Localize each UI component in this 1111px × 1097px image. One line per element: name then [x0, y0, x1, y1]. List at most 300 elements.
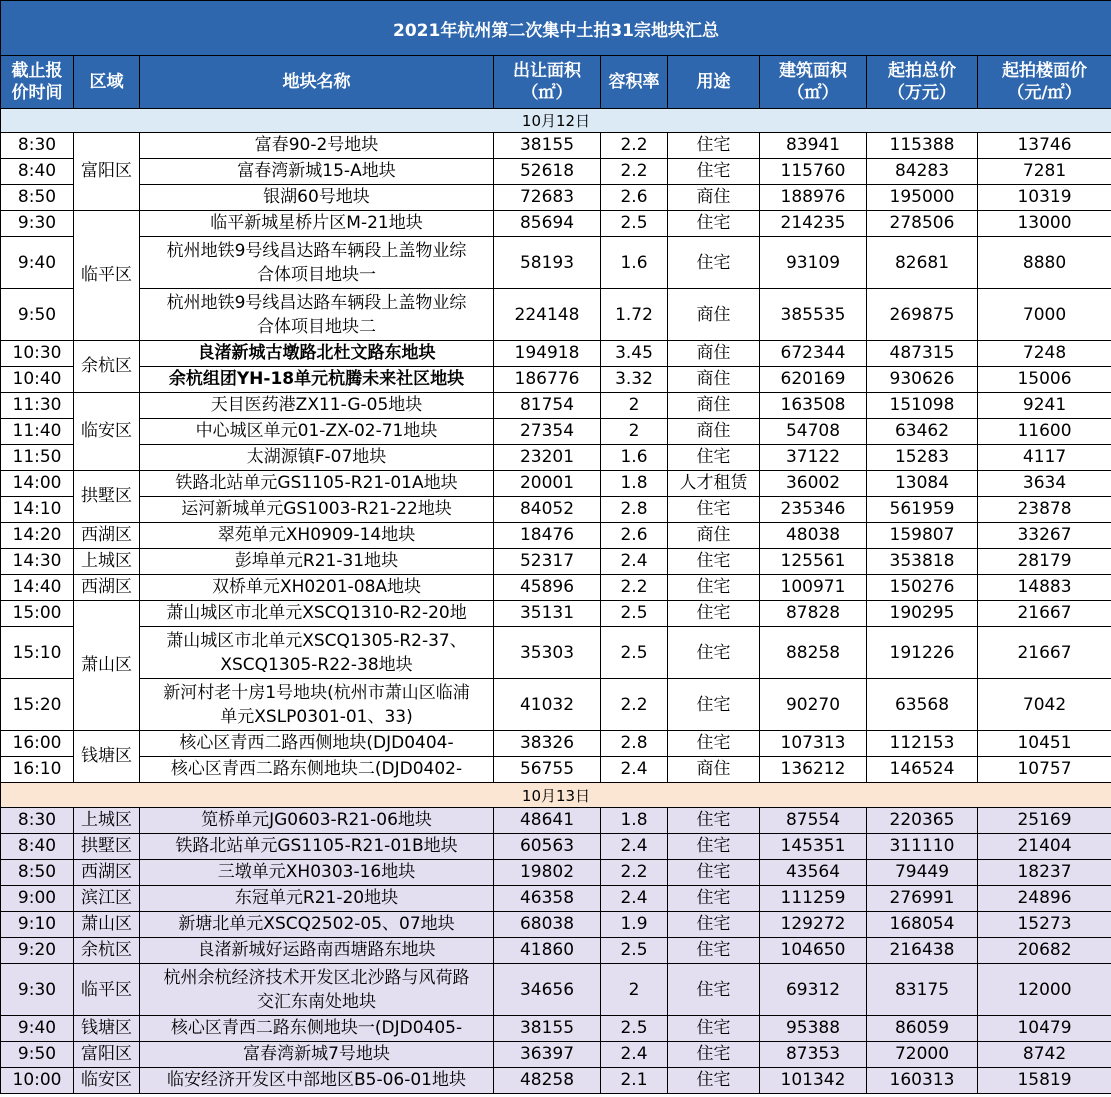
- time-cell: 14:30: [1, 549, 74, 575]
- floor-cell: 23878: [978, 497, 1111, 523]
- area-cell: 41860: [494, 938, 601, 964]
- plot-name-cell: [140, 211, 494, 237]
- district-cell: 萧山区: [74, 912, 140, 938]
- build-cell: 385535: [760, 289, 867, 341]
- floor-cell: 8880: [978, 237, 1111, 289]
- table-row: [1, 627, 1111, 679]
- build-cell: 87828: [760, 601, 867, 627]
- build-cell: 101342: [760, 1068, 867, 1094]
- far-cell: 2.4: [601, 1042, 668, 1068]
- total-cell: 82681: [867, 237, 978, 289]
- section-label-day1: 10月12日: [1, 109, 1111, 133]
- plot-name-cell: [140, 159, 494, 185]
- total-cell: 150276: [867, 575, 978, 601]
- table-row: [1, 575, 1111, 601]
- floor-cell: 21404: [978, 834, 1111, 860]
- far-cell: 2.2: [601, 860, 668, 886]
- plot-name-line: 杭州余杭经济技术开发区北沙路与风荷路: [163, 967, 470, 988]
- district-cell: 临安区: [74, 393, 140, 471]
- use-cell: 商住: [668, 341, 760, 367]
- area-cell: 81754: [494, 393, 601, 419]
- total-cell: 191226: [867, 627, 978, 679]
- plot-name-cell: [140, 445, 494, 471]
- use-cell: 住宅: [668, 159, 760, 185]
- table-row: [1, 964, 1111, 1016]
- plot-name-cell: [140, 912, 494, 938]
- far-cell: 2.6: [601, 185, 668, 211]
- floor-cell: 20682: [978, 938, 1111, 964]
- plot-name-line: 双桥单元XH0201-08A地块: [211, 577, 422, 597]
- plot-name-line: 东冠单元R21-20地块: [234, 888, 399, 908]
- build-cell: 87554: [760, 808, 867, 834]
- far-cell: 2.2: [601, 133, 668, 159]
- build-cell: 43564: [760, 860, 867, 886]
- table-row: [1, 419, 1111, 445]
- area-cell: 27354: [494, 419, 601, 445]
- time-cell: 14:40: [1, 575, 74, 601]
- plot-name-line: 良渚新城好运路南西塘路东地块: [197, 940, 436, 960]
- plot-name-line: 核心区青西二路东侧地块一(DJD0405-: [170, 1018, 463, 1038]
- table-row: [1, 938, 1111, 964]
- use-cell: 住宅: [668, 133, 760, 159]
- district-cell: 萧山区: [74, 601, 140, 731]
- district-cell: 拱墅区: [74, 834, 140, 860]
- section-label-day2: 10月13日: [1, 783, 1111, 808]
- total-cell: 276991: [867, 886, 978, 912]
- use-cell: 住宅: [668, 237, 760, 289]
- plot-name-cell: [140, 860, 494, 886]
- build-cell: 620169: [760, 367, 867, 393]
- header-build: 建筑面积 （㎡）: [760, 56, 867, 109]
- floor-cell: 21667: [978, 601, 1111, 627]
- table-row: [1, 834, 1111, 860]
- plot-name-line: 铁路北站单元GS1105-R21-01B地块: [175, 836, 458, 856]
- use-cell: 住宅: [668, 601, 760, 627]
- plot-name-cell: [140, 549, 494, 575]
- use-cell: 商住: [668, 523, 760, 549]
- plot-name-cell: [140, 757, 494, 783]
- build-cell: 129272: [760, 912, 867, 938]
- table-row: [1, 808, 1111, 834]
- use-cell: 住宅: [668, 886, 760, 912]
- table-row: [1, 211, 1111, 237]
- plot-name-cell: [140, 341, 494, 367]
- build-cell: 111259: [760, 886, 867, 912]
- plot-name-cell: [140, 679, 494, 731]
- far-cell: 2.2: [601, 575, 668, 601]
- far-cell: 2.8: [601, 731, 668, 757]
- time-cell: 15:00: [1, 601, 74, 627]
- floor-cell: 8742: [978, 1042, 1111, 1068]
- plot-name-cell: [140, 575, 494, 601]
- district-cell: 临平区: [74, 211, 140, 341]
- district-cell: 拱墅区: [74, 471, 140, 523]
- use-cell: 住宅: [668, 627, 760, 679]
- area-cell: 23201: [494, 445, 601, 471]
- table-row: [1, 1068, 1111, 1094]
- header-time: 截止报 价时间: [1, 56, 74, 109]
- title-row: [1, 1, 1111, 56]
- time-cell: 9:30: [1, 211, 74, 237]
- area-cell: 38326: [494, 731, 601, 757]
- floor-cell: 24896: [978, 886, 1111, 912]
- time-cell: 10:00: [1, 1068, 74, 1094]
- floor-cell: 33267: [978, 523, 1111, 549]
- plot-name-cell: [140, 367, 494, 393]
- plot-name-cell: [140, 419, 494, 445]
- use-cell: 商住: [668, 367, 760, 393]
- far-cell: 2.4: [601, 834, 668, 860]
- plot-name-line: 笕桥单元JG0603-R21-06地块: [201, 810, 432, 830]
- build-cell: 54708: [760, 419, 867, 445]
- total-cell: 930626: [867, 367, 978, 393]
- plot-name-cell: [140, 237, 494, 289]
- header-district: 区域: [74, 56, 140, 109]
- total-cell: 190295: [867, 601, 978, 627]
- total-cell: 487315: [867, 341, 978, 367]
- time-cell: 14:20: [1, 523, 74, 549]
- far-cell: 2: [601, 964, 668, 1016]
- total-cell: 353818: [867, 549, 978, 575]
- plot-name-cell: [140, 1068, 494, 1094]
- total-cell: 83175: [867, 964, 978, 1016]
- table-row: [1, 1042, 1111, 1068]
- time-cell: 14:10: [1, 497, 74, 523]
- time-cell: 8:40: [1, 159, 74, 185]
- plot-name-cell: [140, 964, 494, 1016]
- table-row: [1, 731, 1111, 757]
- plot-name-line: 余杭组团YH-18单元杭腾未来社区地块: [168, 369, 465, 389]
- area-cell: 194918: [494, 341, 601, 367]
- build-cell: 69312: [760, 964, 867, 1016]
- table-row: [1, 1016, 1111, 1042]
- plot-name-line: 太湖源镇F-07地块: [246, 447, 387, 467]
- table-row: [1, 133, 1111, 159]
- time-cell: 9:50: [1, 289, 74, 341]
- total-cell: 79449: [867, 860, 978, 886]
- floor-cell: 7248: [978, 341, 1111, 367]
- far-cell: 2.4: [601, 549, 668, 575]
- build-cell: 100971: [760, 575, 867, 601]
- floor-cell: 18237: [978, 860, 1111, 886]
- use-cell: 住宅: [668, 964, 760, 1016]
- build-cell: 214235: [760, 211, 867, 237]
- area-cell: 52618: [494, 159, 601, 185]
- header-name: 地块名称: [140, 56, 494, 109]
- far-cell: 1.9: [601, 912, 668, 938]
- total-cell: 160313: [867, 1068, 978, 1094]
- plot-name-line: 铁路北站单元GS1105-R21-01A地块: [175, 473, 458, 493]
- build-cell: 136212: [760, 757, 867, 783]
- header-area: 出让面积 （㎡）: [494, 56, 601, 109]
- total-cell: 112153: [867, 731, 978, 757]
- use-cell: 商住: [668, 757, 760, 783]
- total-cell: 311110: [867, 834, 978, 860]
- build-cell: 163508: [760, 393, 867, 419]
- use-cell: 住宅: [668, 575, 760, 601]
- district-cell: 余杭区: [74, 341, 140, 393]
- total-cell: 269875: [867, 289, 978, 341]
- plot-name-cell: [140, 731, 494, 757]
- district-cell: 上城区: [74, 808, 140, 834]
- far-cell: 2.8: [601, 497, 668, 523]
- time-cell: 9:20: [1, 938, 74, 964]
- build-cell: 88258: [760, 627, 867, 679]
- area-cell: 48258: [494, 1068, 601, 1094]
- plot-name-line: 富春湾新城7号地块: [243, 1044, 390, 1064]
- area-cell: 186776: [494, 367, 601, 393]
- plot-name-line: 三墩单元XH0303-16地块: [217, 862, 416, 882]
- build-cell: 672344: [760, 341, 867, 367]
- area-cell: 19802: [494, 860, 601, 886]
- plot-name-line: 银湖60号地块: [263, 187, 370, 207]
- build-cell: 48038: [760, 523, 867, 549]
- section-row-day1: [1, 109, 1111, 133]
- floor-cell: 10451: [978, 731, 1111, 757]
- total-cell: 278506: [867, 211, 978, 237]
- area-cell: 41032: [494, 679, 601, 731]
- plot-name-line: 富春湾新城15-A地块: [237, 161, 396, 181]
- use-cell: 商住: [668, 289, 760, 341]
- plot-name-cell: [140, 938, 494, 964]
- table-row: [1, 912, 1111, 938]
- plot-name-cell: [140, 886, 494, 912]
- total-cell: 195000: [867, 185, 978, 211]
- far-cell: 2.5: [601, 938, 668, 964]
- plot-name-line: XSCQ1305-R22-38地块: [220, 654, 413, 675]
- build-cell: 93109: [760, 237, 867, 289]
- plot-name-line: 合体项目地块二: [257, 316, 376, 337]
- build-cell: 235346: [760, 497, 867, 523]
- header-floor: 起拍楼面价 （元/㎡）: [978, 56, 1111, 109]
- plot-name-line: 交汇东南处地块: [257, 991, 376, 1012]
- area-cell: 35303: [494, 627, 601, 679]
- build-cell: 83941: [760, 133, 867, 159]
- build-cell: 188976: [760, 185, 867, 211]
- floor-cell: 15273: [978, 912, 1111, 938]
- far-cell: 2.5: [601, 1016, 668, 1042]
- use-cell: 住宅: [668, 731, 760, 757]
- time-cell: 8:30: [1, 133, 74, 159]
- district-cell: 富阳区: [74, 1042, 140, 1068]
- build-cell: 95388: [760, 1016, 867, 1042]
- far-cell: 1.6: [601, 445, 668, 471]
- floor-cell: 7042: [978, 679, 1111, 731]
- plot-name-line: 彭埠单元R21-31地块: [234, 551, 399, 571]
- use-cell: 住宅: [668, 912, 760, 938]
- use-cell: 住宅: [668, 549, 760, 575]
- table-row: [1, 757, 1111, 783]
- total-cell: 63568: [867, 679, 978, 731]
- far-cell: 2.5: [601, 211, 668, 237]
- total-cell: 216438: [867, 938, 978, 964]
- floor-cell: 7000: [978, 289, 1111, 341]
- table-row: [1, 445, 1111, 471]
- floor-cell: 15819: [978, 1068, 1111, 1094]
- time-cell: 9:40: [1, 1016, 74, 1042]
- build-cell: 125561: [760, 549, 867, 575]
- district-cell: 临安区: [74, 1068, 140, 1094]
- far-cell: 1.8: [601, 471, 668, 497]
- time-cell: 11:40: [1, 419, 74, 445]
- plot-name-cell: [140, 133, 494, 159]
- table-row: [1, 393, 1111, 419]
- plot-name-line: 杭州地铁9号线昌达路车辆段上盖物业综: [166, 240, 467, 261]
- area-cell: 38155: [494, 1016, 601, 1042]
- use-cell: 住宅: [668, 938, 760, 964]
- area-cell: 48641: [494, 808, 601, 834]
- time-cell: 8:50: [1, 860, 74, 886]
- use-cell: 商住: [668, 393, 760, 419]
- area-cell: 20001: [494, 471, 601, 497]
- build-cell: 107313: [760, 731, 867, 757]
- floor-cell: 28179: [978, 549, 1111, 575]
- floor-cell: 15006: [978, 367, 1111, 393]
- plot-name-line: 萧山城区市北单元XSCQ1305-R2-37、: [166, 630, 467, 651]
- far-cell: 2: [601, 393, 668, 419]
- build-cell: 36002: [760, 471, 867, 497]
- table-row: [1, 601, 1111, 627]
- plot-name-cell: [140, 523, 494, 549]
- total-cell: 561959: [867, 497, 978, 523]
- far-cell: 2.6: [601, 523, 668, 549]
- use-cell: 住宅: [668, 1068, 760, 1094]
- plot-name-cell: [140, 1016, 494, 1042]
- district-cell: 上城区: [74, 549, 140, 575]
- plot-name-cell: [140, 808, 494, 834]
- floor-cell: 3634: [978, 471, 1111, 497]
- area-cell: 224148: [494, 289, 601, 341]
- plot-name-cell: [140, 1042, 494, 1068]
- use-cell: 住宅: [668, 834, 760, 860]
- plot-name-cell: [140, 627, 494, 679]
- plot-name-line: 临安经济开发区中部地区B5-06-01地块: [166, 1070, 466, 1090]
- table-row: [1, 471, 1111, 497]
- plot-name-cell: [140, 601, 494, 627]
- time-cell: 9:10: [1, 912, 74, 938]
- table-row: [1, 367, 1111, 393]
- total-cell: 115388: [867, 133, 978, 159]
- use-cell: 住宅: [668, 679, 760, 731]
- total-cell: 159807: [867, 523, 978, 549]
- far-cell: 2: [601, 419, 668, 445]
- table-row: [1, 237, 1111, 289]
- time-cell: 9:30: [1, 964, 74, 1016]
- floor-cell: 10319: [978, 185, 1111, 211]
- time-cell: 14:00: [1, 471, 74, 497]
- plot-name-line: 单元XSLP0301-01、33): [220, 706, 413, 727]
- far-cell: 2.5: [601, 601, 668, 627]
- area-cell: 45896: [494, 575, 601, 601]
- plot-name-line: 翠苑单元XH0909-14地块: [217, 525, 416, 545]
- floor-cell: 13000: [978, 211, 1111, 237]
- floor-cell: 9241: [978, 393, 1111, 419]
- time-cell: 9:00: [1, 886, 74, 912]
- floor-cell: 10757: [978, 757, 1111, 783]
- table-row: [1, 289, 1111, 341]
- floor-cell: 10479: [978, 1016, 1111, 1042]
- total-cell: 168054: [867, 912, 978, 938]
- time-cell: 8:50: [1, 185, 74, 211]
- area-cell: 52317: [494, 549, 601, 575]
- use-cell: 住宅: [668, 1016, 760, 1042]
- build-cell: 90270: [760, 679, 867, 731]
- plot-name-cell: [140, 185, 494, 211]
- table-row: [1, 886, 1111, 912]
- header-far: 容积率: [601, 56, 668, 109]
- plot-name-cell: [140, 471, 494, 497]
- district-cell: 临平区: [74, 964, 140, 1016]
- district-cell: 余杭区: [74, 938, 140, 964]
- far-cell: 2.4: [601, 886, 668, 912]
- time-cell: 8:40: [1, 834, 74, 860]
- total-cell: 151098: [867, 393, 978, 419]
- area-cell: 56755: [494, 757, 601, 783]
- total-cell: 15283: [867, 445, 978, 471]
- use-cell: 住宅: [668, 211, 760, 237]
- plot-name-line: 核心区青西二路西侧地块(DJD0404-: [179, 733, 454, 753]
- table-row: [1, 185, 1111, 211]
- use-cell: 商住: [668, 419, 760, 445]
- time-cell: 15:10: [1, 627, 74, 679]
- far-cell: 2.1: [601, 1068, 668, 1094]
- district-cell: 西湖区: [74, 575, 140, 601]
- use-cell: 住宅: [668, 445, 760, 471]
- time-cell: 15:20: [1, 679, 74, 731]
- total-cell: 146524: [867, 757, 978, 783]
- table-row: [1, 159, 1111, 185]
- total-cell: 13084: [867, 471, 978, 497]
- far-cell: 1.8: [601, 808, 668, 834]
- district-cell: 钱塘区: [74, 731, 140, 783]
- far-cell: 2.4: [601, 757, 668, 783]
- floor-cell: 14883: [978, 575, 1111, 601]
- area-cell: 35131: [494, 601, 601, 627]
- time-cell: 8:30: [1, 808, 74, 834]
- table-row: [1, 679, 1111, 731]
- use-cell: 商住: [668, 185, 760, 211]
- floor-cell: 4117: [978, 445, 1111, 471]
- header-row: [1, 56, 1111, 109]
- table-title: 2021年杭州第二次集中土拍31宗地块汇总: [1, 1, 1111, 56]
- plot-name-line: 核心区青西二路东侧地块二(DJD0402-: [170, 759, 463, 779]
- plot-name-line: 中心城区单元01-ZX-02-71地块: [195, 421, 438, 441]
- plot-name-line: 富春90-2号地块: [254, 135, 379, 155]
- plot-name-line: 临平新城星桥片区M-21地块: [210, 213, 423, 233]
- total-cell: 72000: [867, 1042, 978, 1068]
- total-cell: 63462: [867, 419, 978, 445]
- plot-name-line: 新河村老十房1号地块(杭州市萧山区临浦: [163, 682, 470, 703]
- build-cell: 37122: [760, 445, 867, 471]
- plot-name-line: 天目医药港ZX11-G-05地块: [210, 395, 423, 415]
- header-use: 用途: [668, 56, 760, 109]
- time-cell: 11:30: [1, 393, 74, 419]
- table-row: [1, 860, 1111, 886]
- far-cell: 2.2: [601, 679, 668, 731]
- time-cell: 11:50: [1, 445, 74, 471]
- plot-name-line: 运河新城单元GS1003-R21-22地块: [181, 499, 452, 519]
- floor-cell: 25169: [978, 808, 1111, 834]
- table-row: [1, 341, 1111, 367]
- area-cell: 38155: [494, 133, 601, 159]
- floor-cell: 21667: [978, 627, 1111, 679]
- total-cell: 220365: [867, 808, 978, 834]
- district-cell: 滨江区: [74, 886, 140, 912]
- use-cell: 人才租赁: [668, 471, 760, 497]
- header-total: 起拍总价 （万元）: [867, 56, 978, 109]
- table-row: [1, 497, 1111, 523]
- area-cell: 34656: [494, 964, 601, 1016]
